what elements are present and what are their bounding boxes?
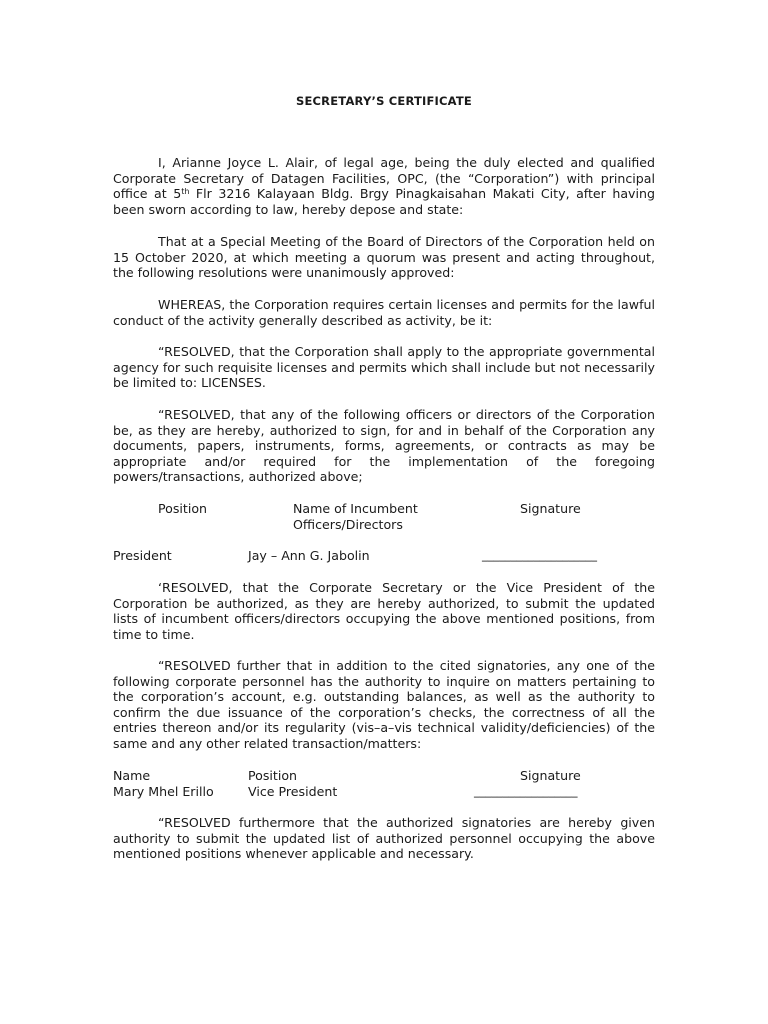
resolved3-line-1: ‘RESOLVED, that the Corporate Secretary or the Vice President of the [158, 580, 655, 595]
whereas-paragraph [113, 297, 655, 328]
intro-line-3b: Flr 3216 Kalayaan Bldg. Brgy Pinagkaisahan Makati City, after having [189, 186, 655, 201]
officers-header-name-line1: Name of Incumbent [293, 501, 418, 516]
resolved3-line-4: time to time. [113, 626, 195, 642]
personnel-header-signature: Signature [520, 768, 581, 783]
resolved4-line-4: confirm the due issuance of the corporation’s checks, the correctness of all the [113, 704, 655, 720]
resolved2-line-4: appropriate and/or required for the implementation of the foregoing [113, 453, 655, 469]
resolved2-line-2: be, as they are hereby, authorized to sign, for and in behalf of the Corporation any [113, 422, 655, 438]
resolved5-line-3: mentioned positions whenever applicable and necessary. [113, 846, 474, 861]
personnel-name: Mary Mhel Erillo [113, 784, 214, 799]
personnel-position: Vice President [248, 784, 338, 799]
officer-name: Jay – Ann G. Jabolin [248, 548, 370, 563]
resolved4-line-2: following corporate personnel has the authority to inquire on matters pertaining to [113, 673, 655, 689]
whereas-line-2: conduct of the activity generally described as activity, be it: [113, 312, 493, 328]
officers-header-name-line2: Officers/Directors [293, 517, 403, 532]
personnel-signature-line: __________________ [474, 784, 578, 798]
resolved-secretary-paragraph [113, 580, 655, 642]
resolved1-line-3: be limited to: LICENSES. [113, 375, 266, 390]
resolved4-line-1: “RESOLVED further that in addition to the cited signatories, any one of the [158, 658, 655, 673]
resolved-officers-paragraph [113, 407, 655, 485]
intro-line-1: I, Arianne Joyce L. Alair, of legal age, being the duly elected and qualified [158, 155, 655, 170]
resolved2-line-3: documents, papers, instruments, forms, agreements, or contracts as may be [113, 438, 655, 453]
intro-paragraph [113, 155, 655, 217]
officer-position: President [113, 548, 172, 563]
resolved-licenses-paragraph [113, 344, 655, 391]
resolved3-line-2: Corporation be authorized, as they are hereby authorized, to submit the updated [113, 595, 655, 611]
resolved2-line-5: powers/transactions, authorized above; [113, 469, 363, 484]
meeting-line-3: the following resolutions were unanimously approved: [113, 265, 455, 280]
meeting-line-1: That at a Special Meeting of the Board of Directors of the Corporation held on [158, 234, 655, 249]
resolved1-line-1: “RESOLVED, that the Corporation shall apply to the appropriate governmental [158, 344, 655, 359]
resolved3-line-3: lists of incumbent officers/directors occupying the above mentioned positions, from [113, 611, 655, 626]
intro-line-2: Corporate Secretary of Datagen Facilities, OPC, (the “Corporation”) with principal [113, 170, 655, 186]
ordinal-suffix: th [181, 187, 190, 196]
officers-header-position: Position [158, 501, 208, 516]
resolved2-line-1: “RESOLVED, that any of the following officers or directors of the Corporation [158, 407, 655, 422]
resolved-personnel-paragraph [113, 658, 655, 751]
resolved5-line-1: “RESOLVED furthermore that the authorized signatories are hereby given [158, 815, 655, 830]
resolved-authority-paragraph [113, 815, 655, 862]
personnel-header-name: Name [113, 768, 151, 783]
officers-header-signature: Signature [520, 501, 581, 516]
intro-line-3a: office at 5 [113, 186, 182, 201]
document-title: SECRETARY’S CERTIFICATE [296, 94, 472, 108]
resolved5-line-2: authority to submit the updated list of authorized personnel occupying the above [113, 830, 655, 846]
resolved4-line-6: same and any other related transaction/matters: [113, 735, 422, 751]
meeting-line-2: 15 October 2020, at which meeting a quorum was present and acting throughout, [113, 249, 655, 265]
resolved1-line-2: agency for such requisite licenses and permits which shall include but not necessarily [113, 359, 655, 375]
resolved4-line-3: the corporation’s account, e.g. outstanding balances, as well as the authority to [113, 689, 655, 704]
intro-line-4: been sworn according to law, hereby depose and state: [113, 201, 464, 217]
officer-signature-line: ____________________ [482, 548, 597, 562]
whereas-line-1: WHEREAS, the Corporation requires certain licenses and permits for the lawful [158, 297, 655, 312]
intro-line-3 [113, 186, 655, 202]
meeting-paragraph [113, 234, 655, 281]
resolved4-line-5: entries thereon and/or its regularity (vis–a–vis technical validity/deficiencies) of the [113, 720, 655, 735]
personnel-header-position: Position [248, 768, 298, 783]
